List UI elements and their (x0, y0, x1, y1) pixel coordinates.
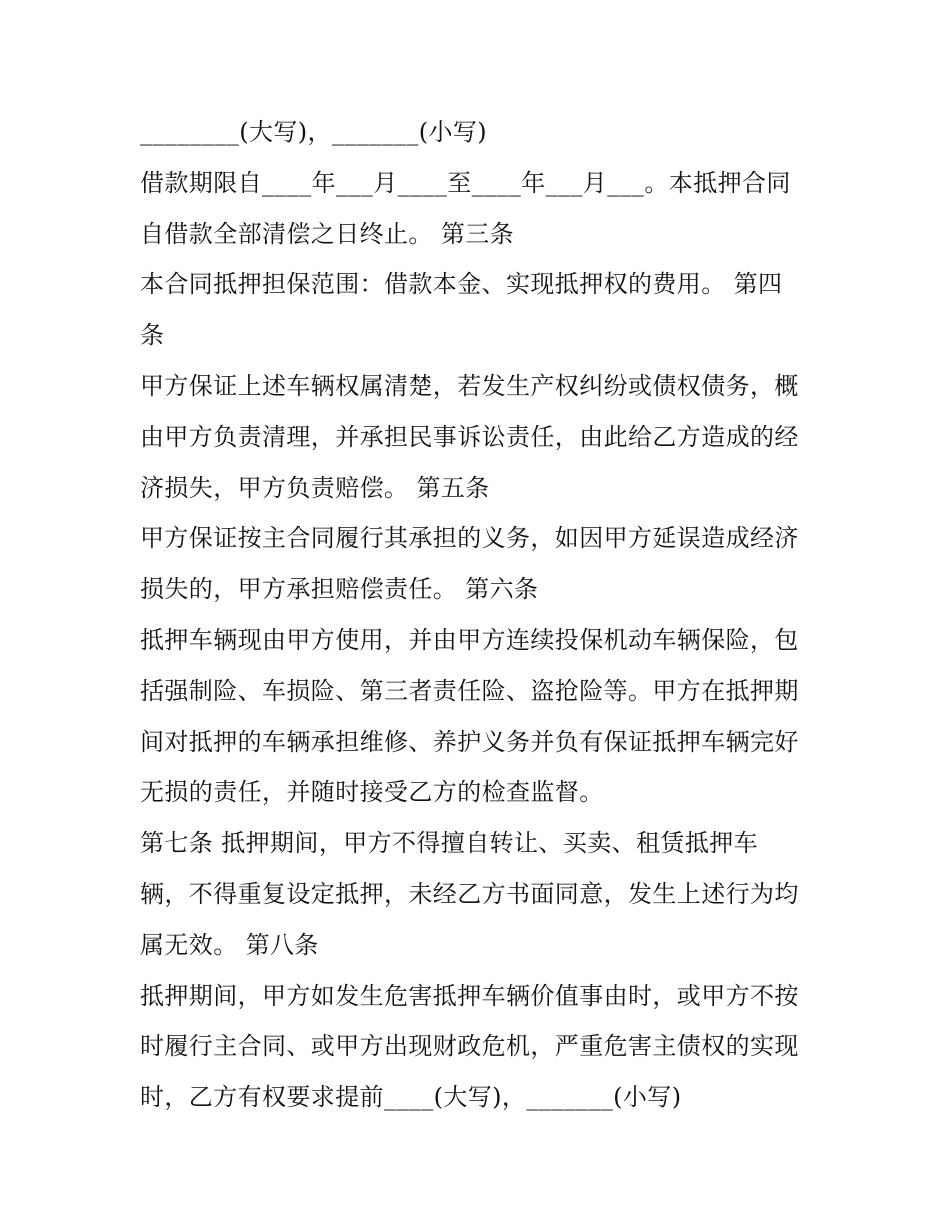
contract-text (140, 107, 820, 1123)
text-line: 由甲方负责清理，并承担民事诉讼责任，由此给乙方造成的经 (140, 422, 799, 451)
text-line: 济损失，甲方负责赔偿。 第五条 (140, 473, 490, 502)
text-line: 自借款全部清偿之日终止。 第三条 (140, 219, 515, 248)
text-line: 借款期限自____年___月____至____年___月___。本抵押合同 (140, 168, 791, 197)
text-line: 抵押期间，甲方如发生危害抵押车辆价值事由时，或甲方不按 (140, 981, 799, 1010)
text-line: 本合同抵押担保范围：借款本金、实现抵押权的费用。 第四 (140, 270, 783, 299)
text-line: 辆，不得重复设定抵押，未经乙方书面同意，发生上述行为均 (140, 879, 799, 908)
text-line: 括强制险、车损险、第三者责任险、盗抢险等。甲方在抵押期 (140, 676, 799, 705)
text-line: 抵押车辆现由甲方使用，并由甲方连续投保机动车辆保险，包 (140, 625, 799, 654)
text-line: 属无效。 第八条 (140, 930, 319, 959)
text-line: ________(大写)，_______(小写) (140, 118, 488, 146)
text-line: 条 (140, 321, 165, 350)
text-line: 时履行主合同、或甲方出现财政危机，严重危害主债权的实现 (140, 1032, 799, 1061)
text-line: 时，乙方有权要求提前____(大写)，_______(小写) (140, 1083, 682, 1112)
text-line: 甲方保证按主合同履行其承担的义务，如因甲方延误造成经济 (140, 524, 799, 553)
text-line: 无损的责任，并随时接受乙方的检查监督。 (140, 778, 604, 807)
text-line: 损失的，甲方承担赔偿责任。 第六条 (140, 575, 539, 604)
text-line: 甲方保证上述车辆权属清楚，若发生产权纠纷或债权债务，概 (140, 371, 799, 400)
text-line: 间对抵押的车辆承担维修、养护义务并负有保证抵押车辆完好 (140, 727, 799, 756)
text-line: 第七条 抵押期间，甲方不得擅自转让、买卖、租赁抵押车 (140, 829, 759, 858)
